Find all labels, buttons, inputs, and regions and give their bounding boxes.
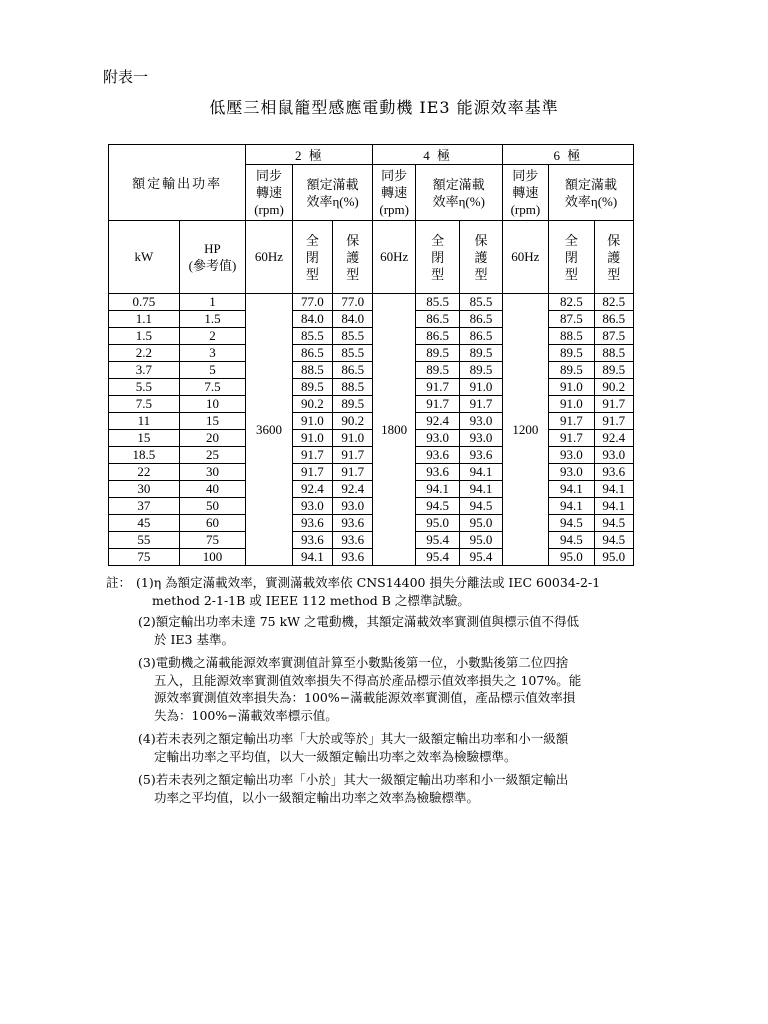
sync-speed-header: 同步 轉速 (rpm) xyxy=(502,165,548,221)
enclosed-eff-cell: 85.5 xyxy=(292,328,332,345)
protected-eff-cell: 94.5 xyxy=(594,532,633,549)
protected-eff-cell: 94.5 xyxy=(594,515,633,532)
appendix-label: 附表一 xyxy=(103,68,149,86)
note-line: 若未表列之額定輸出功率「大於或等於」其大一級額定輸出功率和小一級額 xyxy=(155,731,569,746)
protected-eff-cell: 86.5 xyxy=(333,362,373,379)
table-row xyxy=(109,447,634,464)
frequency-header: 60Hz xyxy=(502,221,548,294)
hp-cell: 15 xyxy=(179,413,246,430)
protected-eff-cell: 95.0 xyxy=(460,532,502,549)
enclosed-eff-cell: 91.7 xyxy=(549,430,594,447)
note-number: (3) xyxy=(138,655,156,670)
hp-cell: 1 xyxy=(179,294,246,311)
enclosed-eff-cell: 94.1 xyxy=(549,498,594,515)
kw-cell: 15 xyxy=(109,430,180,447)
hp-cell: 5 xyxy=(179,362,246,379)
full-load-eff-header: 額定滿載 效率η(%) xyxy=(549,165,634,221)
table-row xyxy=(109,532,634,549)
protected-eff-cell: 90.2 xyxy=(333,413,373,430)
table-body xyxy=(109,294,634,566)
note-line: 若未表列之額定輸出功率「小於」其大一級額定輸出功率和小一級額定輸出 xyxy=(155,772,569,787)
note-number: (2) xyxy=(138,614,156,629)
note-line: 定輸出功率之平均值，以大一級額定輸出功率之效率為檢驗標準。 xyxy=(154,748,517,764)
kw-header: kW xyxy=(109,221,180,294)
protected-eff-cell: 91.7 xyxy=(460,396,502,413)
enclosed-eff-cell: 87.5 xyxy=(549,311,594,328)
kw-cell: 2.2 xyxy=(109,345,180,362)
enclosed-eff-cell: 93.6 xyxy=(415,464,459,481)
protected-eff-cell: 89.5 xyxy=(460,362,502,379)
kw-cell: 75 xyxy=(109,549,180,566)
protected-eff-cell: 87.5 xyxy=(594,328,633,345)
enclosed-eff-cell: 86.5 xyxy=(415,311,459,328)
table-row xyxy=(109,515,634,532)
protected-eff-cell: 86.5 xyxy=(594,311,633,328)
table-row xyxy=(109,362,634,379)
table-row xyxy=(109,328,634,345)
protected-eff-cell: 91.0 xyxy=(333,430,373,447)
hp-cell: 50 xyxy=(179,498,246,515)
enclosed-eff-cell: 88.5 xyxy=(549,328,594,345)
protected-eff-cell: 93.6 xyxy=(460,447,502,464)
table-row xyxy=(109,294,634,311)
note-line: 於 IE3 基準。 xyxy=(154,631,234,647)
enclosed-eff-cell: 91.7 xyxy=(292,447,332,464)
protected-type-header: 保 護 型 xyxy=(333,221,373,294)
hp-cell: 10 xyxy=(179,396,246,413)
protected-eff-cell: 93.6 xyxy=(333,549,373,566)
note-line: 電動機之滿載能源效率實測值計算至小數點後第一位，小數點後第二位四捨 xyxy=(155,655,569,670)
protected-eff-cell: 94.1 xyxy=(460,481,502,498)
protected-eff-cell: 94.1 xyxy=(594,498,633,515)
enclosed-type-header: 全 閉 型 xyxy=(415,221,459,294)
protected-eff-cell: 88.5 xyxy=(594,345,633,362)
protected-eff-cell: 90.2 xyxy=(594,379,633,396)
note-line: 功率之平均值，以小一級額定輸出功率之效率為檢驗標準。 xyxy=(154,789,480,805)
kw-cell: 11 xyxy=(109,413,180,430)
protected-eff-cell: 86.5 xyxy=(460,328,502,345)
protected-eff-cell: 95.0 xyxy=(594,549,633,566)
enclosed-eff-cell: 93.6 xyxy=(292,532,332,549)
protected-eff-cell: 85.5 xyxy=(460,294,502,311)
protected-eff-cell: 92.4 xyxy=(333,481,373,498)
enclosed-eff-cell: 86.5 xyxy=(415,328,459,345)
pole-6-header: 6 極 xyxy=(502,145,633,165)
protected-eff-cell: 91.7 xyxy=(333,447,373,464)
enclosed-eff-cell: 89.5 xyxy=(415,345,459,362)
kw-cell: 18.5 xyxy=(109,447,180,464)
protected-eff-cell: 94.1 xyxy=(460,464,502,481)
frequency-header: 60Hz xyxy=(246,221,292,294)
note-line: η 為額定滿載效率，實測滿載效率依 CNS14400 損失分離法或 IEC 60034-2-1 xyxy=(153,575,601,590)
kw-cell: 55 xyxy=(109,532,180,549)
table-row xyxy=(109,430,634,447)
enclosed-eff-cell: 89.5 xyxy=(549,345,594,362)
table-row xyxy=(109,413,634,430)
rated-output-header: 額定輸出功率 xyxy=(109,145,246,221)
protected-type-header: 保 護 型 xyxy=(460,221,502,294)
protected-eff-cell: 92.4 xyxy=(594,430,633,447)
note-line: 源效率實測值效率損失為：100%−滿載能源效率實測值，產品標示值效率損 xyxy=(154,690,576,705)
protected-eff-cell: 93.6 xyxy=(333,515,373,532)
enclosed-eff-cell: 94.5 xyxy=(549,515,594,532)
hp-cell: 40 xyxy=(179,481,246,498)
enclosed-eff-cell: 91.0 xyxy=(292,413,332,430)
frequency-header: 60Hz xyxy=(373,221,415,294)
notes-section xyxy=(106,574,634,806)
note-line: 失為：100%−滿載效率標示值。 xyxy=(154,707,338,723)
note-line: method 2-1-1B 或 IEEE 112 method B 之標準試驗。 xyxy=(152,592,470,608)
sync-speed-header: 同步 轉速 (rpm) xyxy=(246,165,292,221)
enclosed-eff-cell: 90.2 xyxy=(292,396,332,413)
kw-cell: 45 xyxy=(109,515,180,532)
sync-speed-cell: 1200 xyxy=(502,294,548,566)
protected-eff-cell: 89.5 xyxy=(594,362,633,379)
hp-cell: 30 xyxy=(179,464,246,481)
note-number: (5) xyxy=(138,772,156,787)
table-row xyxy=(109,311,634,328)
enclosed-eff-cell: 94.1 xyxy=(549,481,594,498)
protected-eff-cell: 86.5 xyxy=(460,311,502,328)
efficiency-table xyxy=(108,144,634,566)
protected-eff-cell: 95.0 xyxy=(460,515,502,532)
enclosed-eff-cell: 93.6 xyxy=(292,515,332,532)
hp-cell: 2 xyxy=(179,328,246,345)
note-item xyxy=(106,613,634,631)
kw-cell: 1.1 xyxy=(109,311,180,328)
hp-cell: 60 xyxy=(179,515,246,532)
protected-eff-cell: 82.5 xyxy=(594,294,633,311)
full-load-eff-header: 額定滿載 效率η(%) xyxy=(415,165,502,221)
protected-eff-cell: 89.5 xyxy=(460,345,502,362)
protected-eff-cell: 85.5 xyxy=(333,345,373,362)
enclosed-type-header: 全 閉 型 xyxy=(292,221,332,294)
protected-type-header: 保 護 型 xyxy=(594,221,633,294)
enclosed-eff-cell: 91.0 xyxy=(292,430,332,447)
protected-eff-cell: 93.0 xyxy=(594,447,633,464)
hp-cell: 3 xyxy=(179,345,246,362)
protected-eff-cell: 95.4 xyxy=(460,549,502,566)
protected-eff-cell: 77.0 xyxy=(333,294,373,311)
enclosed-eff-cell: 94.5 xyxy=(415,498,459,515)
enclosed-eff-cell: 89.5 xyxy=(549,362,594,379)
note-number: (1) xyxy=(136,575,154,590)
enclosed-eff-cell: 94.1 xyxy=(415,481,459,498)
kw-cell: 30 xyxy=(109,481,180,498)
note-line: 額定輸出功率未達 75 kW 之電動機，其額定滿載效率實測值與標示值不得低 xyxy=(155,614,579,629)
enclosed-eff-cell: 84.0 xyxy=(292,311,332,328)
protected-eff-cell: 85.5 xyxy=(333,328,373,345)
enclosed-eff-cell: 82.5 xyxy=(549,294,594,311)
enclosed-eff-cell: 95.0 xyxy=(549,549,594,566)
kw-cell: 7.5 xyxy=(109,396,180,413)
pole-4-header: 4 極 xyxy=(373,145,502,165)
protected-eff-cell: 94.5 xyxy=(460,498,502,515)
table-row xyxy=(109,396,634,413)
protected-eff-cell: 91.0 xyxy=(460,379,502,396)
note-number: (4) xyxy=(138,731,156,746)
enclosed-eff-cell: 95.4 xyxy=(415,549,459,566)
enclosed-eff-cell: 89.5 xyxy=(415,362,459,379)
enclosed-eff-cell: 93.0 xyxy=(549,447,594,464)
table-row xyxy=(109,379,634,396)
enclosed-eff-cell: 85.5 xyxy=(415,294,459,311)
kw-cell: 37 xyxy=(109,498,180,515)
enclosed-eff-cell: 91.7 xyxy=(549,413,594,430)
full-load-eff-header: 額定滿載 效率η(%) xyxy=(292,165,373,221)
table-row xyxy=(109,549,634,566)
note-item xyxy=(106,574,634,592)
table-row xyxy=(109,498,634,515)
document-title: 低壓三相鼠籠型感應電動機 IE3 能源效率基準 xyxy=(209,98,559,117)
protected-eff-cell: 93.6 xyxy=(333,532,373,549)
protected-eff-cell: 91.7 xyxy=(333,464,373,481)
sync-speed-cell: 3600 xyxy=(246,294,292,566)
enclosed-eff-cell: 94.5 xyxy=(549,532,594,549)
enclosed-eff-cell: 88.5 xyxy=(292,362,332,379)
note-item xyxy=(106,730,634,748)
hp-cell: 25 xyxy=(179,447,246,464)
enclosed-eff-cell: 86.5 xyxy=(292,345,332,362)
hp-header: HP (參考值) xyxy=(179,221,246,294)
enclosed-eff-cell: 94.1 xyxy=(292,549,332,566)
enclosed-eff-cell: 91.7 xyxy=(292,464,332,481)
kw-cell: 0.75 xyxy=(109,294,180,311)
enclosed-eff-cell: 95.4 xyxy=(415,532,459,549)
kw-cell: 3.7 xyxy=(109,362,180,379)
hp-cell: 20 xyxy=(179,430,246,447)
enclosed-eff-cell: 91.7 xyxy=(415,396,459,413)
table-row xyxy=(109,464,634,481)
protected-eff-cell: 91.7 xyxy=(594,413,633,430)
sync-speed-cell: 1800 xyxy=(373,294,415,566)
enclosed-eff-cell: 93.0 xyxy=(292,498,332,515)
hp-cell: 100 xyxy=(179,549,246,566)
protected-eff-cell: 94.1 xyxy=(594,481,633,498)
kw-cell: 22 xyxy=(109,464,180,481)
protected-eff-cell: 84.0 xyxy=(333,311,373,328)
protected-eff-cell: 91.7 xyxy=(594,396,633,413)
enclosed-eff-cell: 91.7 xyxy=(415,379,459,396)
enclosed-eff-cell: 91.0 xyxy=(549,379,594,396)
enclosed-eff-cell: 77.0 xyxy=(292,294,332,311)
hp-cell: 1.5 xyxy=(179,311,246,328)
sync-speed-header: 同步 轉速 (rpm) xyxy=(373,165,415,221)
enclosed-eff-cell: 95.0 xyxy=(415,515,459,532)
table-row xyxy=(109,481,634,498)
enclosed-eff-cell: 92.4 xyxy=(292,481,332,498)
enclosed-eff-cell: 93.0 xyxy=(415,430,459,447)
notes-prefix: 註： xyxy=(106,575,132,590)
note-item xyxy=(106,771,634,789)
note-line: 五入，且能源效率實測值效率損失不得高於產品標示值效率損失之 107%。能 xyxy=(154,672,582,688)
enclosed-eff-cell: 93.0 xyxy=(549,464,594,481)
enclosed-eff-cell: 92.4 xyxy=(415,413,459,430)
note-item xyxy=(106,654,634,672)
kw-cell: 5.5 xyxy=(109,379,180,396)
protected-eff-cell: 93.0 xyxy=(333,498,373,515)
pole-2-header: 2 極 xyxy=(246,145,373,165)
protected-eff-cell: 88.5 xyxy=(333,379,373,396)
kw-cell: 1.5 xyxy=(109,328,180,345)
protected-eff-cell: 93.0 xyxy=(460,430,502,447)
table-row xyxy=(109,345,634,362)
enclosed-type-header: 全 閉 型 xyxy=(549,221,594,294)
protected-eff-cell: 93.0 xyxy=(460,413,502,430)
protected-eff-cell: 93.6 xyxy=(594,464,633,481)
protected-eff-cell: 89.5 xyxy=(333,396,373,413)
enclosed-eff-cell: 89.5 xyxy=(292,379,332,396)
hp-cell: 7.5 xyxy=(179,379,246,396)
enclosed-eff-cell: 93.6 xyxy=(415,447,459,464)
hp-cell: 75 xyxy=(179,532,246,549)
enclosed-eff-cell: 91.0 xyxy=(549,396,594,413)
